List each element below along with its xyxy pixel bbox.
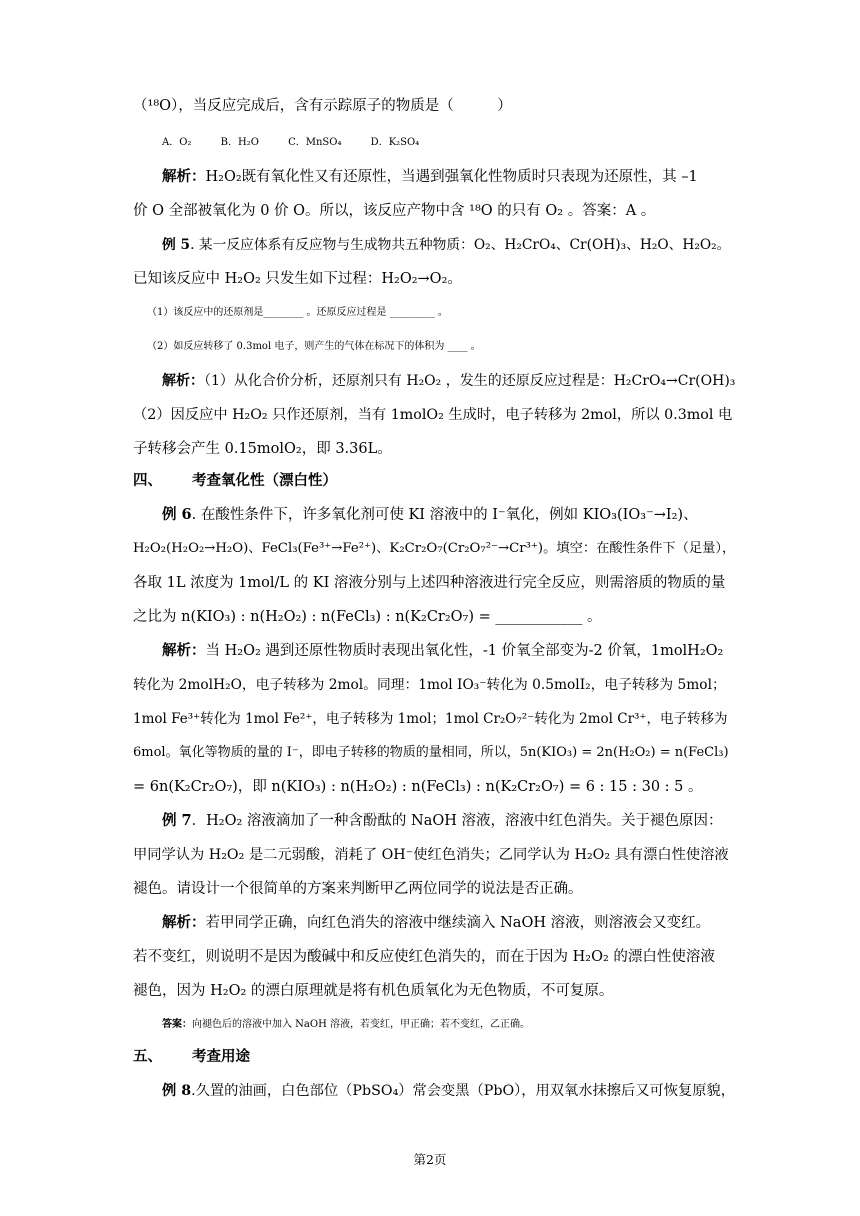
text-line: （¹⁸O），当反应完成后，含有示踪原子的物质是（ ） xyxy=(133,98,512,114)
text-line: 转化为 2molH₂O，电子转移为 2mol。同理：1mol IO₃⁻转化为 0.5molI₂，电子转移为 5mol； xyxy=(133,677,726,693)
example-6: 例 6. 在酸性条件下，许多氧化剂可使 KI 溶液中的 I⁻氧化，例如 KIO₃(IO₃⁻→I₂)、 xyxy=(162,506,698,523)
text-line: 1mol Fe³⁺转化为 1mol Fe²⁺，电子转移为 1mol；1mol Cr₂O₇²⁻转化为 2mol Cr³⁺，电子转移为 xyxy=(133,711,728,727)
example-label: 例 6 xyxy=(162,506,192,523)
analysis-label: 解析： xyxy=(162,373,204,389)
answer-paragraph: 答案：向褪色后的溶液中加入 NaOH 溶液，若变红，甲正确；若不变红，乙正确。 xyxy=(162,1019,530,1030)
option-d: D．K₂SO₄ xyxy=(370,137,420,148)
analysis-label: 解析： xyxy=(162,914,206,931)
analysis-label: 解析： xyxy=(162,642,206,659)
page-number: 第2页 xyxy=(413,1152,447,1167)
option-b: B．H₂O xyxy=(220,137,259,148)
text-line: H₂O₂(H₂O₂→H₂O)、FeCl₃(Fe³⁺→Fe²⁺)、K₂Cr₂O₇(Cr₂O₇²⁻→Cr³⁺)。填空：在酸性条件下（足量）， xyxy=(133,541,736,556)
option-a: A．O₂ xyxy=(162,137,192,148)
text-line: 褪色，因为 H₂O₂ 的漂白原理就是将有机色质氧化为无色物质，不可复原。 xyxy=(133,983,614,999)
answer-label: 答案： xyxy=(162,1019,192,1030)
section-heading-4: 四、 考查氧化性（漂白性） xyxy=(133,472,337,489)
analysis-paragraph: 解析：H₂O₂既有氧化性又有还原性，当遇到强氧化性物质时只表现为还原性，其 –1 xyxy=(162,168,698,185)
text-line: 甲同学认为 H₂O₂ 是二元弱酸，消耗了 OH⁻使红色消失；乙同学认为 H₂O₂ 具有漂白性使溶液 xyxy=(133,847,729,863)
example-5: 例 5. 某一反应体系有反应物与生成物共五种物质：O₂、H₂CrO₄、Cr(OH)₃、H₂O、H₂O₂。 xyxy=(162,237,731,253)
question-2: （2）如反应转移了 0.3mol 电子，则产生的气体在标况下的体积为 ____ 。 xyxy=(147,341,481,352)
example-8: 例 8.久置的油画，白色部位（PbSO₄）常会变黑（PbO），用双氧水抹擦后又可恢复原貌， xyxy=(162,1083,736,1099)
option-c: C．MnSO₄ xyxy=(288,137,342,148)
text-line: 各取 1L 浓度为 1mol/L 的 KI 溶液分别与上述四种溶液进行完全反应，则需溶质的物质的量 xyxy=(133,575,726,591)
text-line: = 6n(K₂Cr₂O₇)，即 n(KIO₃) : n(H₂O₂) : n(FeCl₃) : n(K₂Cr₂O₇) = 6 : 15 : 30 : 5 。 xyxy=(133,779,703,795)
text-line: （2）因反应中 H₂O₂ 只作还原剂，当有 1molO₂ 生成时，电子转移为 2mol，所以 0.3mol 电 xyxy=(133,407,733,423)
example-label: 例 5 xyxy=(162,237,191,253)
example-label: 例 8 xyxy=(162,1083,192,1099)
analysis-paragraph: 解析：当 H₂O₂ 遇到还原性物质时表现出氧化性，-1 价氧全部变为-2 价氧，1molH₂O₂ xyxy=(162,642,724,659)
example-7: 例 7．H₂O₂ 溶液滴加了一种含酚酞的 NaOH 溶液，溶液中红色消失。关于褪色原因： xyxy=(162,812,723,829)
text-line: 已知该反应中 H₂O₂ 只发生如下过程：H₂O₂→O₂。 xyxy=(133,271,462,287)
text-line: 6mol。氧化等物质的量的 I⁻，即电子转移的物质的量相同，所以，5n(KIO₃) = 2n(H₂O₂) = n(FeCl₃) xyxy=(133,745,729,760)
analysis-label: 解析： xyxy=(162,168,206,185)
question-1: （1）该反应中的还原剂是________ 。还原反应过程是 _________ 。 xyxy=(147,307,448,318)
analysis-paragraph: 解析：若甲同学正确，向红色消失的溶液中继续滴入 NaOH 溶液，则溶液会又变红。 xyxy=(162,914,711,931)
example-label: 例 7 xyxy=(162,812,192,829)
answer-options xyxy=(162,128,762,158)
text-line: 子转移会产生 0.15molO₂，即 3.36L。 xyxy=(133,441,392,457)
section-heading-5: 五、 考查用途 xyxy=(133,1048,250,1065)
text-line: 之比为 n(KIO₃) : n(H₂O₂) : n(FeCl₃) : n(K₂Cr₂O₇) = ____________ 。 xyxy=(133,609,602,625)
analysis-paragraph: 解析：（1）从化合价分析，还原剂只有 H₂O₂ ，发生的还原反应过程是：H₂CrO₄→Cr(OH)₃ xyxy=(162,373,736,389)
text-line: 价 O 全部被氧化为 0 价 O。所以，该反应产物中含 ¹⁸O 的只有 O₂ 。答案：A 。 xyxy=(133,203,656,219)
text-line: 若不变红，则说明不是因为酸碱中和反应使红色消失的，而在于因为 H₂O₂ 的漂白性使溶液 xyxy=(133,949,715,965)
text-line: 褪色。请设计一个很简单的方案来判断甲乙两位同学的说法是否正确。 xyxy=(133,881,583,897)
